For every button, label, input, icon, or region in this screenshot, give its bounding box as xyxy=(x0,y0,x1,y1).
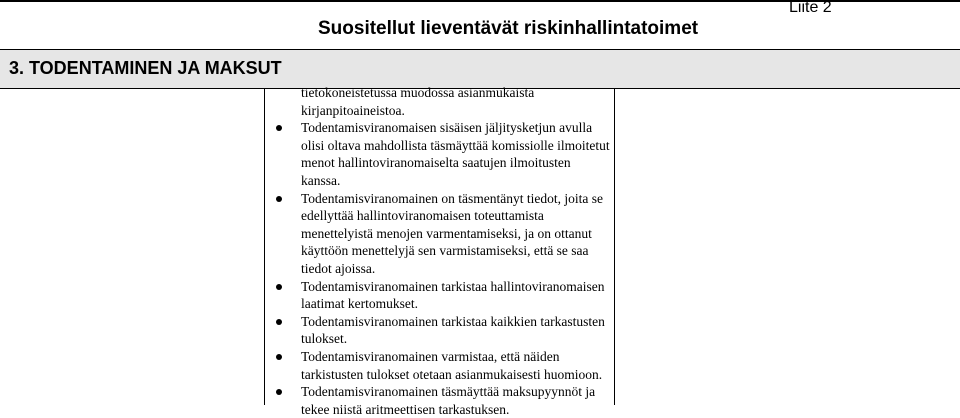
list-item-text: Todentamisviranomainen tarkistaa kaikkien tarkastusten tulokset. xyxy=(301,313,605,347)
list-item xyxy=(301,190,613,278)
list-item xyxy=(301,383,613,418)
list-item xyxy=(301,119,613,189)
appendix-label: Liite 2 xyxy=(789,0,832,16)
list-item xyxy=(301,348,613,383)
bullet-icon xyxy=(276,284,282,290)
list-item xyxy=(301,313,613,348)
section-heading: 3. TODENTAMINEN JA MAKSUT xyxy=(9,58,282,78)
continued-text: tietokoneistetussa muodossa asianmukaista kirjanpitoaineistoa. xyxy=(301,85,535,118)
list-item-text: Todentamisviranomainen tarkistaa hallintoviranomaisen laatimat kertomukset. xyxy=(301,278,605,312)
list-item-text: Todentamisviranomainen täsmäyttää maksupyynnöt ja tekee niistä aritmeettisen tarkastuksen. xyxy=(301,384,596,417)
bullet-icon xyxy=(276,354,282,360)
document-title: Suositellut lieventävät riskinhallintatoimet xyxy=(318,18,699,39)
bullet-icon xyxy=(276,196,282,202)
bullet-icon xyxy=(276,319,282,325)
list-item-text: Todentamisviranomaisen sisäisen jäljitysketjun avulla olisi oltava mahdollista täsmäyttää komissiolle ilmoitetut menot hallintoviranomaiselta saatujen ilmoitusten kanssa. xyxy=(301,120,610,188)
list-item xyxy=(301,278,613,313)
list-item-text: Todentamisviranomainen varmistaa, että näiden tarkistusten tulokset otetaan asianmukaisesti huomioon. xyxy=(301,348,603,382)
measures-text xyxy=(301,84,613,418)
measures-list xyxy=(301,119,613,418)
list-item-text: Todentamisviranomainen on täsmentänyt tiedot, joita se edellyttää hallintoviranomaisen toteuttamista menettelyistä menojen varmentamiseksi, ja on ottanut käyttöön menettelyjä sen varmistamiseksi, että se saa tiedot ajoissa. xyxy=(301,190,603,276)
